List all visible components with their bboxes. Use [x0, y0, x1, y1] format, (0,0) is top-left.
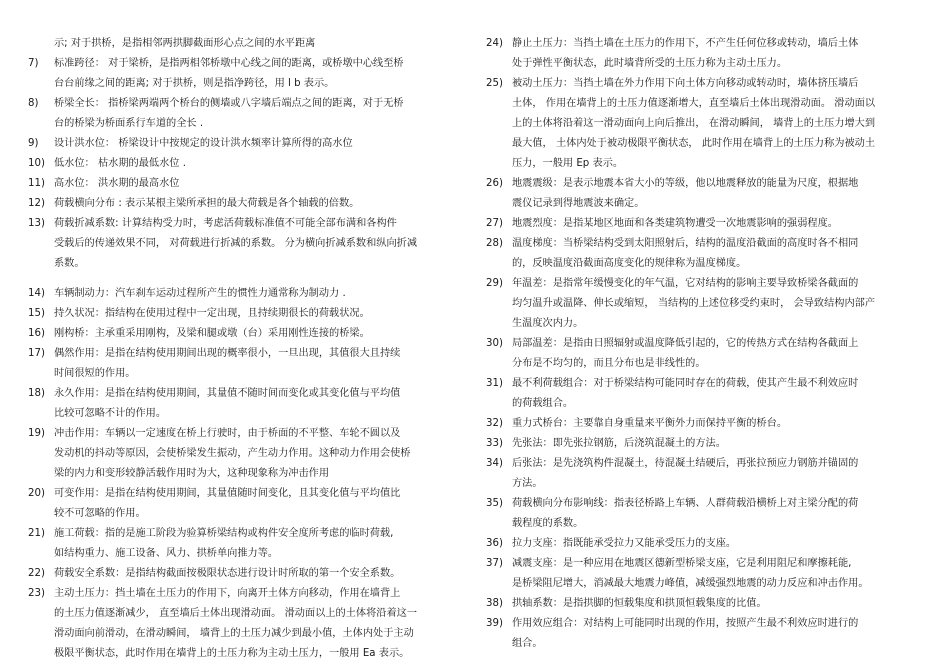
- definition-item: [28, 134, 468, 154]
- item-text: 永久作用：是指在结构使用期间，其量值不随时间而变化或其变化值与平均值: [54, 388, 401, 399]
- definition-continuation: [486, 134, 931, 154]
- definition-item: [28, 524, 468, 544]
- item-text: 地震震级：是表示地震本省大小的等级，他以地震释放的能量为尺度，根据地: [512, 178, 859, 189]
- item-text: 发动机的抖动等原因，会使桥梁发生振动，产生动力作用。这种动力作用会使桥: [54, 448, 411, 459]
- item-text: 最大值， 土体内处于被动极限平衡状态， 此时作用在墙背上的土压力称为被动土: [512, 138, 876, 149]
- item-text: 土体， 作用在墙背上的土压力值逐渐增大，直至墙后土体出现滑动面。 滑动面以: [512, 98, 876, 109]
- item-text: 设计洪水位： 桥梁设计中按规定的设计洪水频率计算所得的高水位: [54, 138, 353, 149]
- definition-continuation: [28, 464, 468, 484]
- definition-item: [486, 274, 931, 294]
- item-text: 可变作用：是指在结构使用期间，其量值随时间变化，且其变化值与平均值比: [54, 488, 401, 499]
- item-number: 16): [28, 328, 45, 339]
- definition-item: [28, 154, 468, 174]
- item-number: 7): [28, 58, 39, 69]
- item-number: 35): [486, 498, 503, 509]
- item-text: 震仪记录到得地震波来确定。: [512, 198, 645, 209]
- definition-continuation: [486, 154, 931, 174]
- item-text: 极限平衡状态，此时作用在墙背上的土压力称为主动土压力，一般用 Ea 表示。: [54, 648, 410, 659]
- definition-continuation: [486, 314, 931, 334]
- item-text: 台的桥梁为桥面系行车道的全长 .: [54, 118, 204, 129]
- definition-item: [486, 554, 931, 574]
- item-text: 局部温差：是指由日照辐射或温度降低引起的，它的传热方式在结构各截面上: [512, 338, 859, 349]
- definition-continuation: [28, 234, 468, 254]
- definition-continuation: [486, 634, 931, 654]
- item-text: 的荷载组合。: [512, 398, 574, 409]
- item-text: 后张法：是先浇筑构件混凝土，待混凝土结硬后，再张拉预应力钢筋并锚固的: [512, 458, 859, 469]
- item-number: 22): [28, 568, 45, 579]
- item-number: 38): [486, 598, 503, 609]
- definition-continuation: [486, 574, 931, 594]
- item-text: 刚构桥：主承重采用刚构，及梁和腿或墩（台）采用刚性连接的桥梁。: [54, 328, 370, 339]
- item-number: 8): [28, 98, 39, 109]
- item-text: 作用效应组合：对结构上可能同时出现的作用，按照产生最不利效应时进行的: [512, 618, 859, 629]
- definition-item: [486, 454, 931, 474]
- item-number: 36): [486, 538, 503, 549]
- item-text: 处于弹性平衡状态，此时墙背所受的土压力称为主动土压力。: [512, 58, 788, 69]
- definition-item: [486, 234, 931, 254]
- item-number: 10): [28, 158, 45, 169]
- item-text: 的，反映温度沿截面高度变化的规律称为温度梯度。: [512, 258, 747, 269]
- item-number: 25): [486, 78, 503, 89]
- item-number: 21): [28, 528, 45, 539]
- item-text: 重力式桥台：主要靠自身重量来平衡外力而保持平衡的桥台。: [512, 418, 788, 429]
- definition-continuation: [28, 644, 468, 664]
- definition-continuation: [486, 294, 931, 314]
- item-text: 如结构重力、施工设备、风力、拱桥单向推力等。: [54, 548, 279, 559]
- definition-item: [28, 54, 468, 74]
- item-text: 荷载横向分布 : 表示某根主梁所承担的最大荷载是各个轴载的倍数。: [54, 198, 360, 209]
- definition-continuation: [28, 364, 468, 384]
- item-text: 分布是不均匀的，而且分布也是非线性的。: [512, 358, 706, 369]
- definition-continuation: [28, 624, 468, 644]
- definition-continuation: [28, 404, 468, 424]
- definition-item: [486, 34, 931, 54]
- definition-continuation: [486, 254, 931, 274]
- definition-item: [486, 434, 931, 454]
- item-number: 30): [486, 338, 503, 349]
- item-number: 28): [486, 238, 503, 249]
- item-number: 18): [28, 388, 45, 399]
- item-text: 系数。: [54, 258, 85, 269]
- definition-item: [28, 424, 468, 444]
- definition-item: [486, 414, 931, 434]
- item-text: 持久状况：指结构在使用过程中一定出现，且持续期很长的荷载状况。: [54, 308, 370, 319]
- item-text: 标准跨径： 对于梁桥，是指两相邻桥墩中心线之间的距离，或桥墩中心线至桥: [54, 58, 404, 69]
- definition-item: [486, 494, 931, 514]
- item-text: 是桥梁阻尼增大，消减最大地震力峰值，减缓强烈地震的动力反应和冲击作用。: [512, 578, 869, 589]
- definition-item: [28, 304, 468, 324]
- definition-continuation: [486, 514, 931, 534]
- definition-item: [486, 74, 931, 94]
- item-text: 时间很短的作用。: [54, 368, 136, 379]
- item-text: 温度梯度：当桥梁结构受到太阳照射后，结构的温度沿截面的高度时各不相同: [512, 238, 859, 249]
- item-text: 荷载安全系数：是指结构截面按极限状态进行设计时所取的第一个安全系数。: [54, 568, 401, 579]
- definition-continuation: [486, 354, 931, 374]
- item-text: 荷载横向分布影响线：指表径桥路上车辆、人群荷载沿横桥上对主梁分配的荷: [512, 498, 859, 509]
- item-number: 14): [28, 288, 45, 299]
- item-number: 34): [486, 458, 503, 469]
- definition-continuation: [28, 74, 468, 94]
- item-number: 37): [486, 558, 503, 569]
- item-number: 27): [486, 218, 503, 229]
- item-number: 32): [486, 418, 503, 429]
- definition-item: [486, 594, 931, 614]
- item-number: 13): [28, 218, 45, 229]
- definition-continuation: [486, 54, 931, 74]
- right-column: [486, 34, 931, 654]
- item-number: 20): [28, 488, 45, 499]
- definition-item: [28, 214, 468, 234]
- definition-continuation: [486, 94, 931, 114]
- item-text: 拉力支座：指既能承受拉力又能承受压力的支座。: [512, 538, 737, 549]
- definition-continuation: [28, 504, 468, 524]
- item-text: 上的土体将沿着这一滑动面向上向后推出， 在滑动瞬间， 墙背上的土压力增大到: [512, 118, 876, 129]
- item-text: 冲击作用：车辆以一定速度在桥上行驶时，由于桥面的不平整、车轮不圆以及: [54, 428, 401, 439]
- item-text: 方法。: [512, 478, 543, 489]
- definition-item: [28, 384, 468, 404]
- item-number: 33): [486, 438, 503, 449]
- item-text: 低水位： 枯水期的最低水位 .: [54, 158, 186, 169]
- definition-item: [28, 174, 468, 194]
- item-text: 车辆制动力：汽车刹车运动过程所产生的惯性力通常称为制动力 .: [54, 288, 346, 299]
- item-text: 偶然作用：是指在结构使用期间出现的概率很小，一旦出现，其值很大且持续: [54, 348, 401, 359]
- definition-item: [28, 94, 468, 114]
- definition-continuation: [486, 474, 931, 494]
- definition-item: [486, 174, 931, 194]
- definition-continuation: [486, 114, 931, 134]
- item-number: 29): [486, 278, 503, 289]
- item-text: 载程度的系数。: [512, 518, 584, 529]
- item-number: 17): [28, 348, 45, 359]
- left-column: [28, 34, 468, 664]
- item-text: 先张法：即先张拉钢筋，后浇筑混凝土的方法。: [512, 438, 726, 449]
- item-number: 11): [28, 178, 45, 189]
- definition-continuation: [28, 254, 468, 274]
- definition-item: [28, 344, 468, 364]
- item-text: 受载后的传递效果不同， 对荷载进行折减的系数。 分为横向折减系数和纵向折减: [54, 238, 418, 249]
- definition-continuation: [28, 604, 468, 624]
- item-text: 主动土压力：挡土墙在土压力的作用下，向离开土体方向移动，作用在墙背上: [54, 588, 401, 599]
- definition-item: [28, 564, 468, 584]
- item-text: 高水位： 洪水期的最高水位: [54, 178, 180, 189]
- definition-continuation: [28, 444, 468, 464]
- item-number: 9): [28, 138, 39, 149]
- item-number: 12): [28, 198, 45, 209]
- definition-continuation: [28, 34, 468, 54]
- item-text: 最不利荷载组合：对于桥梁结构可能同时存在的荷载，使其产生最不利效应时: [512, 378, 859, 389]
- definition-continuation: [486, 194, 931, 214]
- item-text: 静止土压力：当挡土墙在土压力的作用下，不产生任何位移或转动，墙后土体: [512, 38, 859, 49]
- definition-item: [486, 214, 931, 234]
- item-text: 被动土压力：当挡土墙在外力作用下向土体方向移动或转动时，墙体挤压墙后: [512, 78, 859, 89]
- definition-continuation: [28, 544, 468, 564]
- item-text: 施工荷载：指的是施工阶段为验算桥梁结构或构件安全度所考虑的临时荷载,: [54, 528, 394, 539]
- definition-item: [28, 284, 468, 304]
- item-text: 地震烈度：是指某地区地面和各类建筑物遭受一次地震影响的强弱程度。: [512, 218, 838, 229]
- item-text: 台台前缘之间的距离; 对于拱桥，则是指净跨径，用 l b 表示。: [54, 78, 335, 89]
- spacer: [28, 274, 468, 284]
- item-text: 的土压力值逐渐减少， 直至墙后土体出现滑动面。 滑动面以上的土体将沿着这一: [54, 608, 418, 619]
- definition-item: [486, 534, 931, 554]
- item-text: 年温差：是指常年缓慢变化的年气温，它对结构的影响主要导致桥梁各截面的: [512, 278, 859, 289]
- item-text: 梁的内力和变形较静活载作用时为大，这种现象称为冲击作用: [54, 468, 330, 479]
- item-text: 示; 对于拱桥，是指相邻两拱脚截面形心点之间的水平距离: [54, 38, 316, 49]
- definition-item: [28, 484, 468, 504]
- item-number: 26): [486, 178, 503, 189]
- item-text: 比较可忽略不计的作用。: [54, 408, 167, 419]
- definition-continuation: [486, 394, 931, 414]
- item-number: 23): [28, 588, 45, 599]
- definition-item: [28, 324, 468, 344]
- item-text: 组合。: [512, 638, 543, 649]
- item-number: 24): [486, 38, 503, 49]
- item-number: 15): [28, 308, 45, 319]
- item-text: 较不可忽略的作用。: [54, 508, 146, 519]
- definition-continuation: [28, 114, 468, 134]
- item-number: 19): [28, 428, 45, 439]
- definition-item: [486, 614, 931, 634]
- item-text: 荷载折减系数: 计算结构受力时，考虑活荷载标准值不可能全部布满和各构件: [54, 218, 397, 229]
- definition-item: [28, 584, 468, 604]
- item-text: 滑动面向前滑动，在滑动瞬间， 墙背上的土压力减少到最小值，土体内处于主动: [54, 628, 414, 639]
- item-text: 拱轴系数：是指拱脚的恒载集度和拱顶恒载集度的比值。: [512, 598, 767, 609]
- item-text: 压力，一般用 Ep 表示。: [512, 158, 624, 169]
- item-text: 桥梁全长： 指桥梁两端两个桥台的侧墙或八字墙后端点之间的距离，对于无桥: [54, 98, 404, 109]
- item-text: 减震支座：是一种应用在地震区德新型桥梁支座，它是利用阻尼和摩擦耗能,: [512, 558, 852, 569]
- definition-item: [486, 374, 931, 394]
- definition-item: [28, 194, 468, 214]
- item-number: 31): [486, 378, 503, 389]
- definition-item: [486, 334, 931, 354]
- item-text: 均匀温升或温降、伸长或缩短， 当结构的上述位移受约束时， 会导致结构内部产: [512, 298, 876, 309]
- item-text: 生温度次内力。: [512, 318, 584, 329]
- item-number: 39): [486, 618, 503, 629]
